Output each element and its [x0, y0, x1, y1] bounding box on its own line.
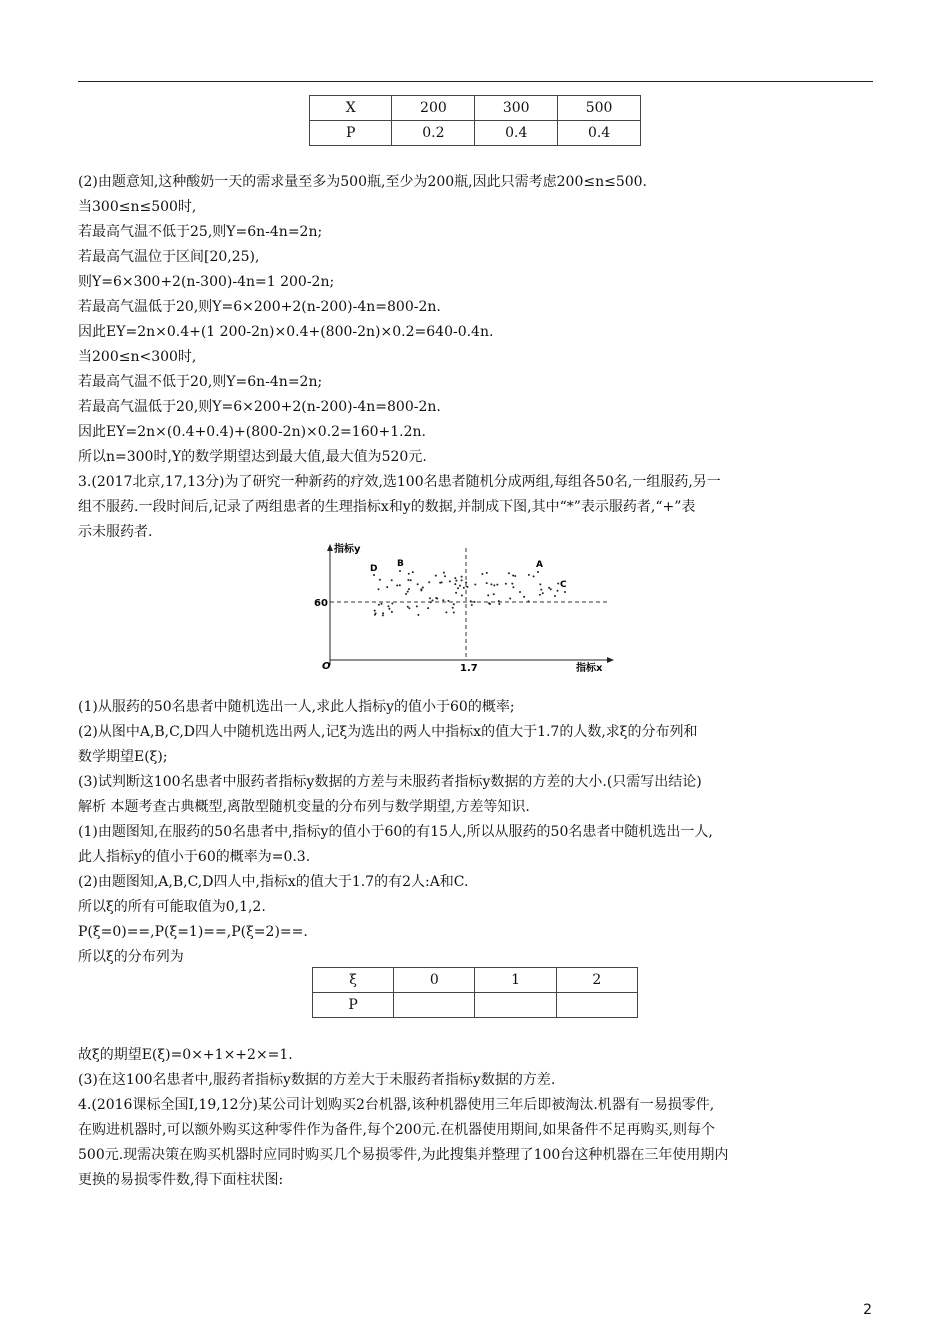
scatter-point [378, 588, 380, 590]
text-line: 若最高气温不低于25,则Y=6n-4n=2n; [78, 224, 323, 240]
scatter-point [487, 594, 489, 596]
table-cell [394, 993, 475, 1018]
scatter-point [528, 600, 530, 602]
scatter-point [373, 574, 375, 576]
scatter-point [539, 583, 541, 585]
y-reference-label: 60 [314, 598, 328, 609]
scatter-point [454, 583, 456, 585]
page-number: 2 [863, 1302, 872, 1318]
scatter-point [432, 600, 434, 602]
scatter-point [564, 591, 566, 593]
scatter-point [471, 604, 473, 606]
scatter-point [422, 587, 424, 589]
scatter-point [523, 596, 525, 598]
scatter-point [428, 581, 430, 583]
scatter-figure [300, 540, 620, 675]
table-cell: ξ [313, 968, 394, 993]
scatter-point [454, 577, 456, 579]
scatter-point [453, 612, 455, 614]
scatter-point [388, 605, 390, 607]
scatter-point [430, 601, 432, 603]
table-cell: 300 [475, 96, 558, 121]
table-row [313, 968, 638, 993]
text-line: 当200≤n<300时, [78, 349, 197, 365]
scatter-point [417, 583, 419, 585]
point-label-b: B [397, 559, 404, 569]
scatter-point [410, 579, 412, 581]
distribution-table-x [309, 95, 641, 146]
text-line: 若最高气温低于20,则Y=6×200+2(n-200)-4n=800-2n. [78, 399, 441, 415]
table-cell: 1 [475, 968, 556, 993]
scatter-point [486, 572, 488, 574]
text-line: 则Y=6×300+2(n-300)-4n=1 200-2n; [78, 274, 335, 290]
scatter-point [374, 610, 376, 612]
table-cell [475, 993, 556, 1018]
scatter-point [557, 583, 559, 585]
table-cell: X [310, 96, 392, 121]
x-reference-label: 1.7 [460, 663, 478, 674]
scatter-point [382, 612, 384, 614]
text-line: 500元.现需决策在购买机器时应同时购买几个易损零件,为此搜集并整理了100台这种机器在三年使用期内 [78, 1147, 729, 1163]
scatter-point [429, 597, 431, 599]
scatter-point [378, 604, 380, 606]
table-cell [556, 993, 637, 1018]
text-line: 若最高气温低于20,则Y=6×200+2(n-200)-4n=800-2n. [78, 299, 441, 315]
table-row [310, 96, 641, 121]
scatter-point [533, 575, 535, 577]
scatter-point [489, 603, 491, 605]
text-line: 示未服药者. [78, 524, 153, 540]
table-cell: 0.2 [392, 121, 475, 146]
scatter-point [407, 579, 409, 581]
scatter-point [557, 590, 559, 592]
text-line: 若最高气温位于区间[20,25), [78, 249, 260, 265]
table-cell: 2 [556, 968, 637, 993]
origin-label: O [322, 661, 331, 672]
scatter-point [381, 603, 383, 605]
scatter-point [461, 579, 463, 581]
scatter-point [407, 606, 409, 608]
scatter-point [407, 591, 409, 593]
scatter-point [442, 599, 444, 601]
text-line: (2)从图中A,B,C,D四人中随机选出两人,记ξ为选出的两人中指标x的值大于1.7的人数,求ξ的分布列和 [78, 724, 698, 740]
scatter-point [554, 595, 556, 597]
text-line: 因此EY=2n×(0.4+0.4)+(800-2n)×0.2=160+1.2n. [78, 424, 426, 440]
scatter-point [391, 611, 393, 613]
scatter-point [449, 580, 451, 582]
text-line: 数学期望E(ξ); [78, 749, 168, 765]
table-row [313, 993, 638, 1018]
text-line: (1)由题图知,在服药的50名患者中,指标y的值小于60的有15人,所以从服药的50名患者中随机选出一人, [78, 824, 713, 840]
scatter-point [408, 573, 410, 575]
table-cell: 0.4 [475, 121, 558, 146]
scatter-point [455, 580, 457, 582]
scatter-point [539, 594, 541, 596]
text-line: 所以ξ的分布列为 [78, 949, 184, 965]
scatter-point [396, 585, 398, 587]
scatter-point [382, 614, 384, 616]
distribution-table-xi [312, 967, 638, 1018]
table-cell: 200 [392, 96, 475, 121]
scatter-point [498, 603, 500, 605]
scatter-point [465, 582, 467, 584]
scatter-point [542, 592, 544, 594]
point-label-d: D [370, 564, 378, 574]
scatter-point [445, 611, 447, 613]
table-cell: 500 [558, 96, 641, 121]
point-label-c: C [560, 580, 567, 590]
text-line: (1)从服药的50名患者中随机选出一人,求此人指标y的值小于60的概率; [78, 699, 515, 715]
scatter-point [455, 592, 457, 594]
scatter-point [461, 595, 463, 597]
text-line: (3)试判断这100名患者中服药者指标y数据的方差与未服药者指标y数据的方差的大小.(只需写出结论) [78, 774, 702, 790]
text-line: 所以n=300时,Y的数学期望达到最大值,最大值为520元. [78, 449, 427, 465]
table-row [310, 121, 641, 146]
scatter-point [399, 584, 401, 586]
scatter-point [548, 587, 550, 589]
scatter-point [435, 575, 437, 577]
text-line: (2)由题图知,A,B,C,D四人中,指标x的值大于1.7的有2人:A和C. [78, 874, 469, 890]
scatter-point [444, 575, 446, 577]
text-line: 所以ξ的所有可能取值为0,1,2. [78, 899, 266, 915]
x-axis-label: 指标x [576, 663, 603, 674]
text-line: 解析 本题考查古典概型,离散型随机变量的分布列与数学期望,方差等知识. [78, 799, 530, 815]
scatter-point [405, 593, 407, 595]
scatter-point [496, 584, 498, 586]
scatter-point [474, 601, 476, 603]
y-axis-label: 指标y [334, 544, 361, 555]
scatter-point [439, 582, 441, 584]
text-line: P(ξ=0)==,P(ξ=1)==,P(ξ=2)==. [78, 924, 308, 940]
scatter-point [512, 575, 514, 577]
scatter-point [459, 585, 461, 587]
scatter-point [391, 579, 393, 581]
table-cell: 0.4 [558, 121, 641, 146]
scatter-point [493, 593, 495, 595]
scatter-point [508, 572, 510, 574]
table-cell: 0 [394, 968, 475, 993]
text-line: 4.(2016课标全国Ⅰ,19,12分)某公司计划购买2台机器,该种机器使用三年后即被淘汰.机器有一易损零件, [78, 1097, 715, 1113]
scatter-point [540, 589, 542, 591]
scatter-point [452, 607, 454, 609]
point-label-a: A [536, 560, 543, 570]
scatter-point [550, 588, 552, 590]
scatter-point [391, 603, 393, 605]
scatter-point [374, 614, 376, 616]
scatter-point [412, 571, 414, 573]
scatter-point [467, 586, 469, 588]
scatter-point [490, 583, 492, 585]
text-line: 当300≤n≤500时, [78, 199, 197, 215]
scatter-point [512, 586, 514, 588]
scatter-point [457, 587, 459, 589]
scatter-point [386, 586, 388, 588]
scatter-point [481, 573, 483, 575]
scatter-point [399, 570, 401, 572]
scatter-point [447, 600, 449, 602]
x-axis-arrow [607, 657, 614, 663]
scatter-point [537, 571, 539, 573]
scatter-point [420, 589, 422, 591]
scatter-point [528, 574, 530, 576]
text-line: 3.(2017北京,17,13分)为了研究一种新药的疗效,选100名患者随机分成两组,每组各50名,一组服药,另一 [78, 474, 721, 490]
scatter-point [470, 600, 472, 602]
text-line: 若最高气温不低于20,则Y=6n-4n=2n; [78, 374, 323, 390]
scatter-point [519, 591, 521, 593]
text-line: 故ξ的期望E(ξ)=0×+1×+2×=1. [78, 1047, 293, 1063]
table-cell: P [310, 121, 392, 146]
scatter-point [474, 584, 476, 586]
scatter-point [408, 588, 410, 590]
y-axis-arrow [327, 544, 333, 551]
scatter-point [427, 607, 429, 609]
scatter-point [511, 583, 513, 585]
text-line: 组不服药.一段时间后,记录了两组患者的生理指标x和y的数据,并制成下图,其中“*”表示服药者,“+”表 [78, 499, 696, 515]
scatter-point [463, 587, 465, 589]
scatter-point [435, 597, 437, 599]
scatter-point [498, 600, 500, 602]
text-line: (3)在这100名患者中,服药者指标y数据的方差大于未服药者指标y数据的方差. [78, 1072, 556, 1088]
header-rule [78, 81, 873, 82]
scatter-point [486, 582, 488, 584]
scatter-point [493, 584, 495, 586]
scatter-points [373, 570, 566, 616]
scatter-point [443, 572, 445, 574]
scatter-point [509, 598, 511, 600]
scatter-point [416, 605, 418, 607]
scatter-point [408, 607, 410, 609]
scatter-point [379, 579, 381, 581]
table-cell: P [313, 993, 394, 1018]
text-line: 在购进机器时,可以额外购买这种零件作为备件,每个200元.在机器使用期间,如果备件不足再购买,则每个 [78, 1122, 715, 1138]
text-line: 此人指标y的值小于60的概率为=0.3. [78, 849, 311, 865]
scatter-point [388, 608, 390, 610]
scatter-point [514, 575, 516, 577]
scatter-point [461, 576, 463, 578]
text-line: (2)由题意知,这种酸奶一天的需求量至多为500瓶,至少为200瓶,因此只需考虑200≤n≤500. [78, 174, 647, 190]
scatter-point [417, 614, 419, 616]
text-line: 更换的易损零件数,得下面柱状图: [78, 1172, 284, 1188]
scatter-point [453, 603, 455, 605]
scatter-point [505, 583, 507, 585]
text-line: 因此EY=2n×0.4+(1 200-2n)×0.4+(800-2n)×0.2=640-0.4n. [78, 324, 494, 340]
